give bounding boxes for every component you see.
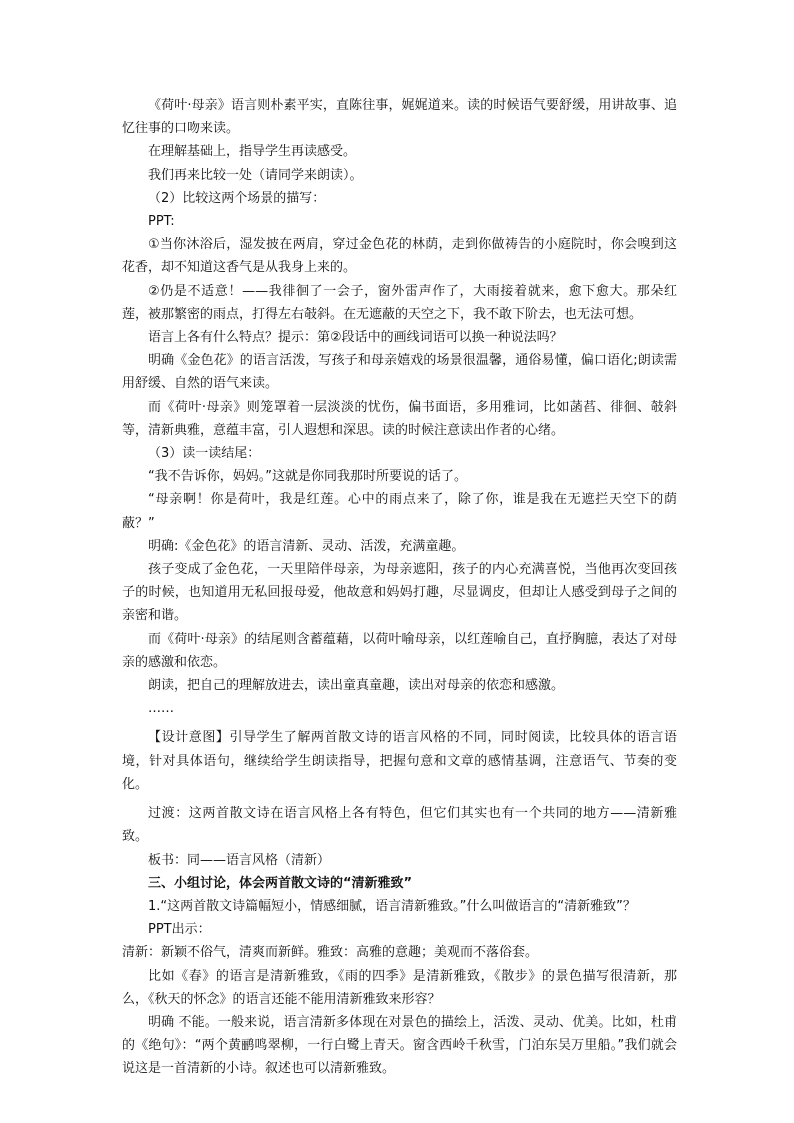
blackboard-note: 板书：同——语言风格（清新） xyxy=(148,852,331,868)
transition-paragraph: 过渡：这两首散文诗在语言风格上各有特色，但它们其实也有一个共同的地方——清新雅致。 xyxy=(122,806,677,845)
question-paragraph: 1.“这两首散文诗篇幅短小，情感细腻，语言清新雅致。”什么叫做语言的“清新雅致”？ xyxy=(148,898,636,914)
design-intent-paragraph: 【设计意图】引导学生了解两首散文诗的语言风格的不同，同时阅读，比较具体的语言语境，针对具体语句，继续给学生朗读指导，把握句意和文章的感情基调，注意语气、节奏的变化。 xyxy=(122,730,677,792)
section-heading: 三、小组讨论，体会两首散文诗的“清新雅致” xyxy=(148,875,413,891)
paragraph: 明确 不能。一般来说，语言清新多体现在对景色的描绘上，活泼、灵动、优美。比如，杜甫的《绝句》：“两个黄鹂鸣翠柳，一行白鹭上青天。窗含西岭千秋雪，门泊东吴万里船。”我们就会说这是一首清新的小诗。叙述也可以清新雅致。 xyxy=(122,1014,677,1077)
paragraph: 比如《春》的语言是清新雅致，《雨的四季》是清新雅致，《散步》的景色描写很清新，那么，《秋天的怀念》的语言还能不能用清新雅致来形容？ xyxy=(122,968,677,1007)
paragraph: 明确《金色花》的语言活泼，写孩子和母亲嬉戏的场景很温馨，通俗易懂，偏口语化;朗读需用舒缓、自然的语气来读。 xyxy=(122,353,677,392)
paragraph: 孩子变成了金色花，一天里陪伴母亲，为母亲遮阳，孩子的内心充满喜悦，当他再次变回孩子的时候，也知道用无私回报母爱，他故意和妈妈打趣，尽显调皮，但却让人感受到母子之间的亲密和谐。 xyxy=(122,562,677,624)
document-page xyxy=(122,94,677,1081)
quote-paragraph: ①当你沐浴后，湿发披在两肩，穿过金色花的林荫，走到你做祷告的小庭院时，你会嗅到这花香，却不知道这香气是从我身上来的。 xyxy=(122,237,677,276)
paragraph: 明确:《金色花》的语言清新、灵动、活泼，充满童趣。 xyxy=(148,538,465,554)
paragraph: 《荷叶·母亲》语言则朴素平实，直陈往事，娓娓道来。读的时候语气要舒缓，用讲故事、追忆往事的口吻来读。 xyxy=(122,98,677,137)
quote-paragraph: ②仍是不适意！——我徘徊了一会子，窗外雷声作了，大雨接着就来，愈下愈大。那朵红莲，被那繁密的雨点，打得左右攲斜。在无遮蔽的天空之下，我不敢下阶去，也无法可想。 xyxy=(122,283,677,322)
paragraph: 朗读，把自己的理解放进去，读出童真童趣，读出对母亲的依恋和感激。 xyxy=(148,678,565,694)
subheading: （3）读一读结尾： xyxy=(148,446,261,462)
subheading: （2）比较这两个场景的描写： xyxy=(148,190,326,206)
paragraph: 而《荷叶·母亲》则笼罩着一层淡淡的忧伤，偏书面语，多用雅词，比如菡萏、徘徊、攲斜等，清新典雅，意蕴丰富，引人遐想和深思。读的时候注意读出作者的心绪。 xyxy=(122,399,677,438)
paragraph: PPT: xyxy=(148,214,175,230)
paragraph: 而《荷叶·母亲》的结尾则含蓄蕴藉，以荷叶喻母亲，以红莲喻自己，直抒胸臆，表达了对母亲的感激和依恋。 xyxy=(122,631,677,670)
quote-paragraph: “我不告诉你，妈妈。”这就是你同我那时所要说的话了。 xyxy=(148,469,467,485)
paragraph: 在理解基础上，指导学生再读感受。 xyxy=(148,144,357,160)
quote-paragraph: “母亲啊！你是荷叶，我是红莲。心中的雨点来了，除了你，谁是我在无遮拦天空下的荫蔽？” xyxy=(122,492,677,531)
definition-paragraph: 清新：新颖不俗气，清爽而新鲜。雅致：高雅的意趣；美观而不落俗套。 xyxy=(122,945,539,961)
paragraph: 语言上各有什么特点？提示：第②段话中的画线词语可以换一种说法吗？ xyxy=(148,330,563,346)
paragraph: PPT出示： xyxy=(148,922,211,938)
paragraph: 我们再来比较一处（请同学来朗读）。 xyxy=(148,167,363,183)
ellipsis: …… xyxy=(148,701,174,717)
